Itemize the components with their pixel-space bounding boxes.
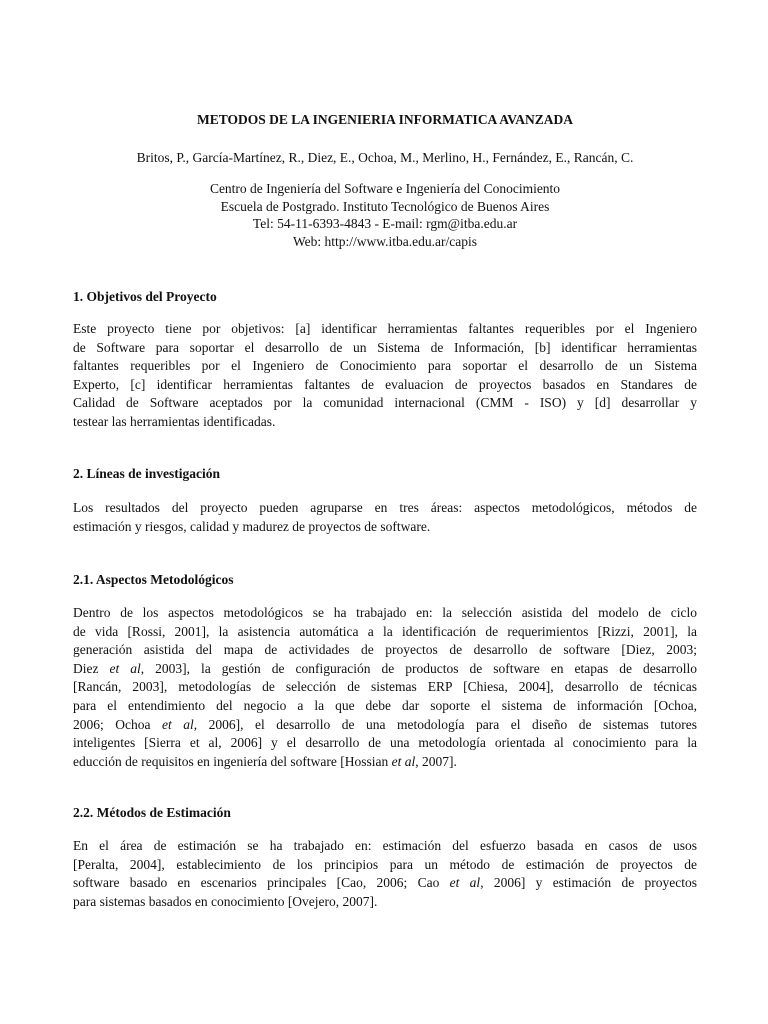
text-line: En el área de estimación se ha trabajado en: estimación del esfuerzo basada en casos de usos bbox=[73, 838, 697, 853]
text-run: software basado en escenarios principales [Cao, 2006; Cao bbox=[73, 875, 450, 891]
text-line: testear las herramientas identificadas. bbox=[73, 413, 276, 429]
text-line: Experto, [c] identificar herramientas faltantes de evaluacion de proyectos basados en Standares de bbox=[73, 376, 697, 392]
text-line: faltantes requeribles por el Ingeniero de Conocimiento para soportar el desarrollo de un Sistema bbox=[73, 358, 697, 374]
text-line bbox=[73, 660, 697, 679]
affiliation-contact: Tel: 54-11-6393-4843 - E-mail: rgm@itba.edu.ar bbox=[252, 216, 518, 231]
text-line: Este proyecto tiene por objetivos: [a] identificar herramientas faltantes requeribles por el Ingeniero bbox=[73, 321, 697, 336]
text-line: para el entendimiento del negocio a la que debe dar soporte el sistema de información [Ochoa, bbox=[73, 697, 697, 713]
text-run-italic: et al bbox=[449, 875, 481, 891]
text-run: , 2007]. bbox=[415, 753, 457, 769]
text-line: inteligentes [Sierra et al, 2006] y el desarrollo de una metodología orientada al conocimiento para la bbox=[73, 735, 697, 751]
affiliation-web: Web: http://www.itba.edu.ar/capis bbox=[293, 233, 477, 249]
section-body-estimacion bbox=[73, 837, 697, 911]
text-run-italic: et al bbox=[162, 716, 194, 732]
text-line bbox=[73, 716, 697, 735]
section-body-aspectos bbox=[73, 604, 697, 771]
text-line: [Rancán, 2003], metodologías de selección de sistemas ERP [Chiesa, 2004], desarrollo de técnicas bbox=[73, 679, 697, 695]
text-line: de Software para soportar el desarrollo de un Sistema de Información, [b] identificar herramientas bbox=[73, 339, 697, 355]
paper-title: METODOS DE LA INGENIERIA INFORMATICA AVANZADA bbox=[197, 112, 573, 127]
text-run: Diez bbox=[73, 660, 110, 676]
text-line: estimación y riesgos, calidad y madurez de proyectos de software. bbox=[73, 518, 431, 534]
text-line bbox=[73, 874, 697, 893]
section-heading-objetivos: 1. Objetivos del Proyecto bbox=[73, 289, 217, 304]
affiliation-block bbox=[73, 180, 697, 250]
section-heading-aspectos: 2.1. Aspectos Metodológicos bbox=[73, 572, 234, 587]
section-body-objetivos bbox=[73, 320, 697, 432]
text-line: Calidad de Software aceptados por la comunidad internacional (CMM - ISO) y [d] desarrollar y bbox=[73, 395, 697, 411]
text-run: , 2003], la gestión de configuración de productos de software en etapas de desarrollo bbox=[140, 660, 697, 676]
text-line: [Peralta, 2004], establecimiento de los principios para un método de estimación de proyectos de bbox=[73, 856, 697, 872]
section-heading-lineas: 2. Líneas de investigación bbox=[73, 466, 221, 481]
author-list: Britos, P., García-Martínez, R., Diez, E., Ochoa, M., Merlino, H., Fernández, E., Rancán, C. bbox=[136, 150, 634, 165]
affiliation-line: Centro de Ingeniería del Software e Ingeniería del Conocimiento bbox=[209, 181, 561, 196]
text-line bbox=[73, 753, 697, 772]
text-line: Dentro de los aspectos metodológicos se ha trabajado en: la selección asistida del modelo de ciclo bbox=[73, 605, 697, 620]
text-line: para sistemas basados en conocimiento [Ovejero, 2007]. bbox=[73, 893, 378, 909]
text-run-italic: et al bbox=[109, 660, 141, 676]
text-run: educción de requisitos en ingeniería del software [Hossian bbox=[73, 753, 392, 769]
text-run: 2006; Ochoa bbox=[73, 716, 163, 732]
text-run: , 2006], el desarrollo de una metodología para el diseño de sistemas tutores bbox=[193, 716, 698, 732]
text-line: Los resultados del proyecto pueden agruparse en tres áreas: aspectos metodológicos, métodos de bbox=[73, 500, 697, 515]
text-run-italic: et al bbox=[391, 753, 416, 769]
section-heading-estimacion: 2.2. Métodos de Estimación bbox=[73, 805, 231, 820]
section-body-lineas bbox=[73, 499, 697, 536]
text-line: generación asistida del mapa de actividades de proyectos de desarrollo de software [Diez, 2003; bbox=[73, 642, 697, 658]
affiliation-line: Escuela de Postgrado. Instituto Tecnológico de Buenos Aires bbox=[220, 198, 550, 214]
text-line: de vida [Rossi, 2001], la asistencia automática a la identificación de requerimientos [Rizzi, 2001], la bbox=[73, 623, 697, 639]
text-run: , 2006] y estimación de proyectos bbox=[480, 875, 697, 891]
